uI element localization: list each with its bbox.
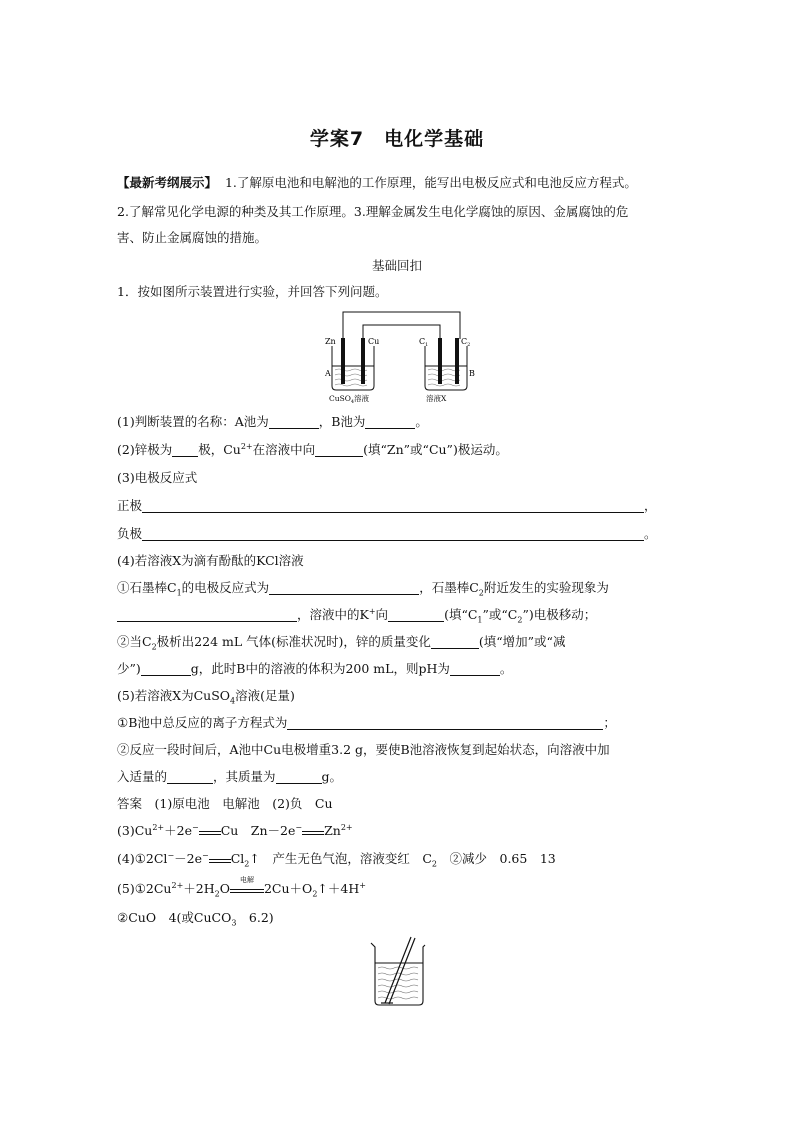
answer-blank[interactable] <box>287 717 603 730</box>
q-part-4: (4)若溶液X为滴有酚酞的KCl溶液 <box>117 553 304 568</box>
outline-line-1: 【最新考纲展示】 1.了解原电池和电解池的工作原理，能写出电极反应式和电池反应方程式。 <box>117 175 637 190</box>
q-part-3-positive: 正极 ， <box>117 498 657 513</box>
page-title: 学案7 电化学基础 <box>309 128 485 150</box>
q-part-5-2b: 入适量的 ，其质量为 g。 <box>117 769 343 784</box>
outline-label: 【最新考纲展示】 <box>117 175 218 190</box>
q-part-4-1: ①石墨棒$C_1$的电极反应式为 ，石墨棒$C_2$附近发生的实验现象为 <box>117 580 609 598</box>
label-cu: Cu <box>368 337 380 346</box>
answer-blank[interactable] <box>315 444 363 457</box>
answer-blank[interactable] <box>388 609 444 622</box>
label-left-solution: CuSO$_4$溶液 <box>329 394 370 405</box>
outline-line-3: 害、防止金属腐蚀的措施。 <box>117 230 268 245</box>
label-c2: C <box>461 337 468 346</box>
beaker-with-rod-figure <box>365 935 429 1007</box>
cu-electrode <box>361 338 365 384</box>
q-part-5-2: ②反应一段时间后，A池中Cu电极增重3.2 g，要使B池溶液恢复到起始状态，向溶液中加 <box>117 742 610 757</box>
answer-blank[interactable] <box>117 609 297 622</box>
answer-blank[interactable] <box>450 663 500 676</box>
answer-blank[interactable] <box>141 663 191 676</box>
c2-electrode <box>455 338 459 384</box>
q-part-4-1b: ，溶液中的K+向 (填“$C_1$”或“$C_2$”)电极移动； <box>117 607 687 623</box>
answer-line-5: ②CuO 4(或CuCO$_3$ 6.2) <box>117 910 274 928</box>
electrochemistry-apparatus-figure <box>320 308 480 406</box>
answer-blank[interactable] <box>276 771 322 784</box>
answer-blank[interactable] <box>365 416 415 429</box>
beaker-a <box>332 346 374 390</box>
answer-line-2: $(3)Cu^{2+}+2e^-$ Cu Zn－2e− $Zn^{2+}$ <box>117 822 353 838</box>
beaker-b <box>425 346 467 390</box>
svg-text:C1: $C_1$ <box>419 337 429 348</box>
answer-blank[interactable] <box>269 416 319 429</box>
label-right-solution: 溶液X <box>426 394 447 403</box>
electrolysis-label: 电解 <box>239 876 254 884</box>
svg-text:C2: $C_2$ <box>461 337 471 348</box>
question-stem: 1．按如图所示装置进行实验，并回答下列问题。 <box>117 284 388 299</box>
answer-line-3: (4)①2Cl−－2e− $Cl_2↑$ 产生无色气泡，溶液变红 $C_2$ ②减少 0.65 13 <box>117 850 556 869</box>
label-zn: Zn <box>325 337 336 346</box>
q-part-1: (1)判断装置的名称：A池为 ，B池为 。 <box>117 414 428 429</box>
answer-line-1: 答案 (1)原电池 电解池 (2)负 Cu <box>117 796 333 811</box>
outline-line-2: 2.了解常见化学电源的种类及其工作原理。3.理解金属发生电化学腐蚀的原因、金属腐蚀的危 <box>117 204 629 219</box>
answer-blank[interactable] <box>142 500 644 513</box>
q-part-4-2: ②当$C_2$极析出224 mL 气体(标准状况时)，锌的质量变化 (填“增加”或“减 <box>117 634 566 652</box>
label-c1: C <box>419 337 426 346</box>
q-part-5: (5)若溶液X为CuSO$_4$溶液(足量) <box>117 688 295 706</box>
zn-electrode <box>341 338 345 384</box>
answer-blank[interactable] <box>167 771 213 784</box>
answer-line-4: $(5)①2Cu^{2+}+2H_2O$ 电解 $2Cu+O_2↑+4H^+$ <box>117 881 687 897</box>
q-part-3: (3)电极反应式 <box>117 470 198 485</box>
label-b: B <box>469 369 475 378</box>
section-heading: 基础回扣 <box>371 258 422 273</box>
q-part-5-1: ①B池中总反应的离子方程式为 ； <box>117 715 616 730</box>
label-a: A <box>325 369 331 378</box>
q-part-4-2b: 少”) g，此时B中的溶液的体积为200 mL，则pH为 。 <box>117 661 513 676</box>
answer-blank[interactable] <box>269 582 419 595</box>
answer-blank[interactable] <box>172 444 198 457</box>
c1-electrode <box>438 338 442 384</box>
answer-blank[interactable] <box>142 528 644 541</box>
q-part-2: (2)锌极为 极，$Cu^{2+}$在溶液中向 (填“Zn”或“Cu”)极运动。 <box>117 441 508 457</box>
q-part-3-negative: 负极 。 <box>117 526 657 541</box>
answer-blank[interactable] <box>431 636 479 649</box>
